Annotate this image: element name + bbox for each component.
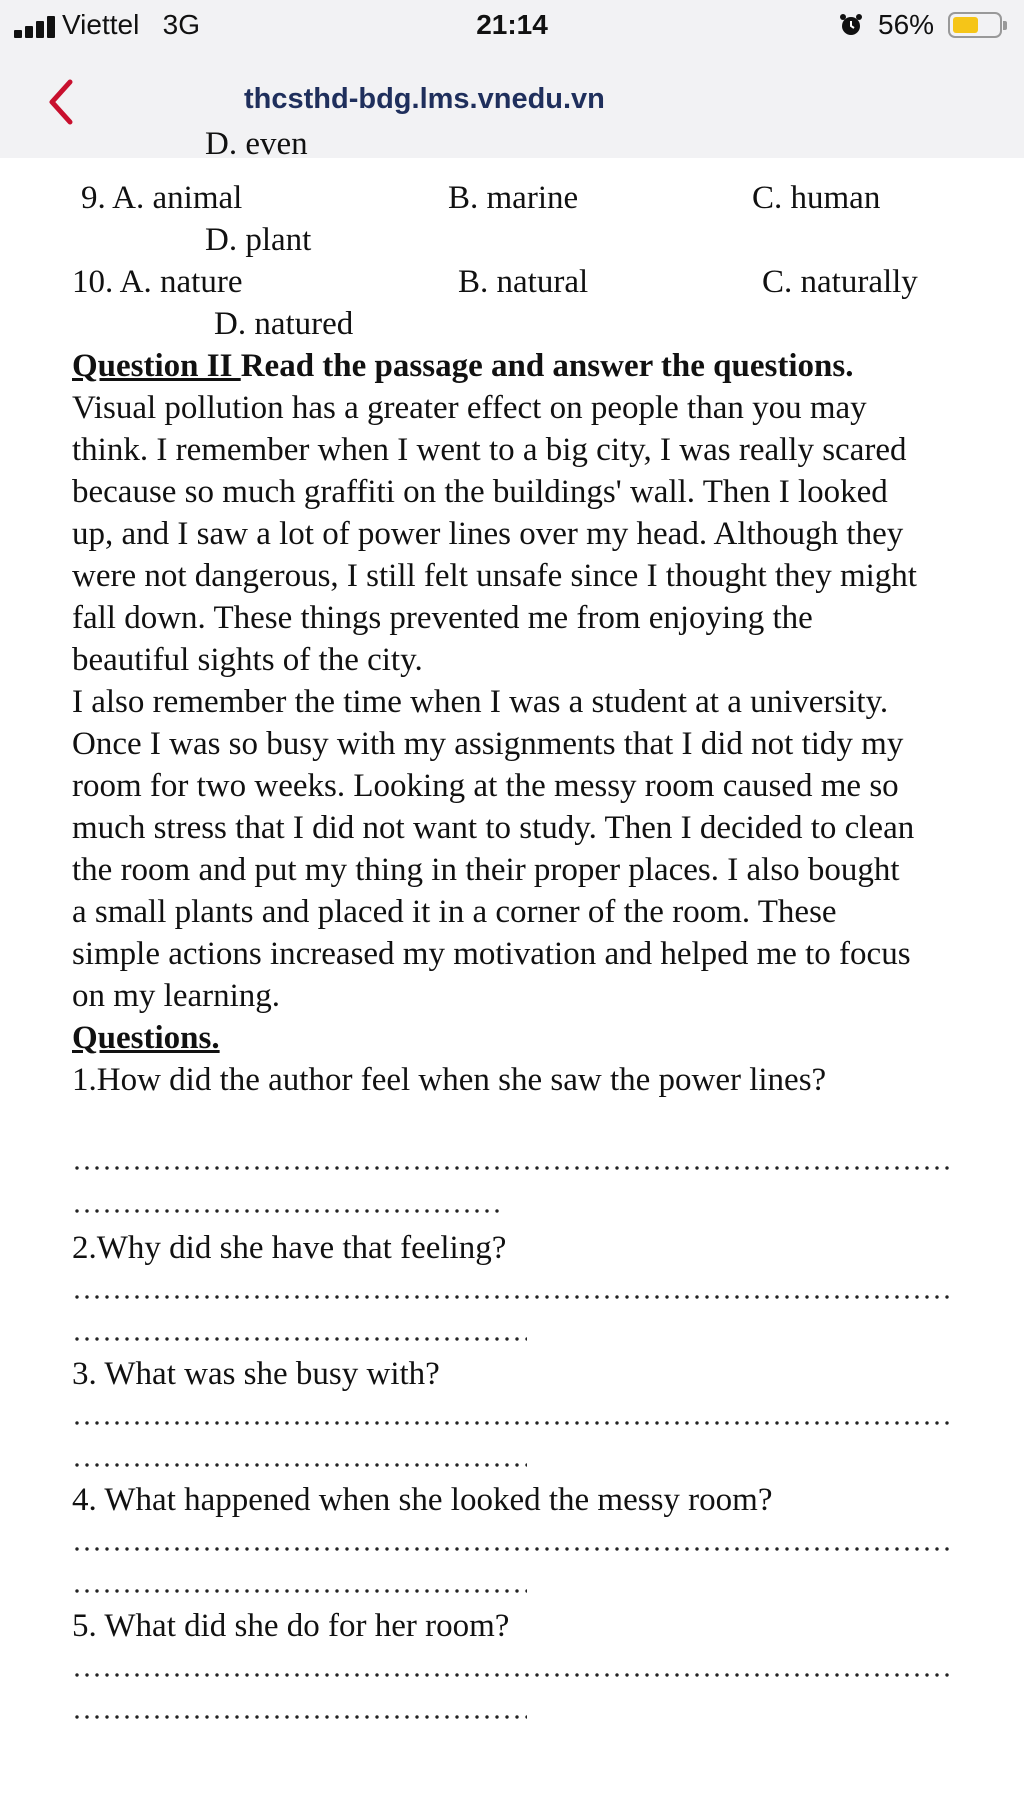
page-url[interactable]: thcsthd-bdg.lms.vnedu.vn [244,83,605,115]
passage-line: beautiful sights of the city. [72,642,423,678]
chevron-left-icon [40,74,84,130]
answer-line [72,1546,952,1552]
passage-line: simple actions increased my motivation and helped me to focus [72,936,911,972]
answer-line [72,1336,527,1342]
answer-line [72,1294,952,1300]
passage-line: on my learning. [72,978,281,1014]
question-3: 3. What was she busy with? [72,1356,440,1392]
q9-option-b: B. marine [448,180,579,216]
passage-line: because so much graffiti on the buildings' wall. Then I looked [72,474,888,510]
passage-line: a small plants and placed it in a corner of the room. These [72,894,837,930]
question-1: 1.How did the author feel when she saw the power lines? [72,1062,827,1098]
passage-line: Visual pollution has a greater effect on people than you may [72,390,867,426]
passage-line: up, and I saw a lot of power lines over my head. Although they [72,516,904,552]
passage-line: think. I remember when I went to a big city, I was really scared [72,432,907,468]
clock: 21:14 [476,9,548,40]
network-type: 3G [162,9,201,40]
answer-line [72,1672,952,1678]
battery-percent: 56% [878,9,935,40]
answer-line [72,1208,502,1214]
passage-line: were not dangerous, I still felt unsafe since I thought they might [72,558,917,594]
back-button[interactable] [40,74,84,130]
question-5: 5. What did she do for her room? [72,1608,510,1644]
carrier-name: Viettel [62,9,140,40]
status-bar [0,0,1024,52]
battery-icon [948,12,1002,38]
q10-option-a: 10. A. nature [72,264,243,300]
section-title: Read the passage and answer the questions. [240,348,854,384]
q9-option-c: C. human [752,180,881,216]
q10-option-c: C. naturally [762,264,918,300]
browser-nav-bar [0,52,1024,158]
q10-option-b: B. natural [458,264,589,300]
q9-option-a: 9. A. animal [81,180,243,216]
answer-line [72,1588,527,1594]
answer-line [72,1165,952,1171]
passage-line: Once I was so busy with my assignments that I did not tidy my [72,726,904,762]
document-page [0,126,1024,1820]
battery-fill [953,17,978,33]
question-2: 2.Why did she have that feeling? [72,1230,507,1266]
passage-line: room for two weeks. Looking at the messy room caused me so [72,768,899,804]
answer-line [72,1714,527,1720]
section-label: Question II [72,348,241,384]
passage-line: much stress that I did not want to study. Then I decided to clean [72,810,915,846]
q9-option-d: D. plant [205,222,312,258]
q10-option-d: D. natured [214,306,354,342]
answer-line [72,1462,527,1468]
passage-line: I also remember the time when I was a student at a university. [72,684,889,720]
question-4: 4. What happened when she looked the messy room? [72,1482,773,1518]
questions-heading: Questions. [72,1020,220,1056]
alarm-clock-icon [838,12,864,38]
cut-off-line: D. even [205,126,308,162]
section-heading [72,346,853,386]
answer-line [72,1420,952,1426]
passage-line: fall down. These things prevented me from enjoying the [72,600,813,636]
passage-line: the room and put my thing in their proper places. I also bought [72,852,900,888]
